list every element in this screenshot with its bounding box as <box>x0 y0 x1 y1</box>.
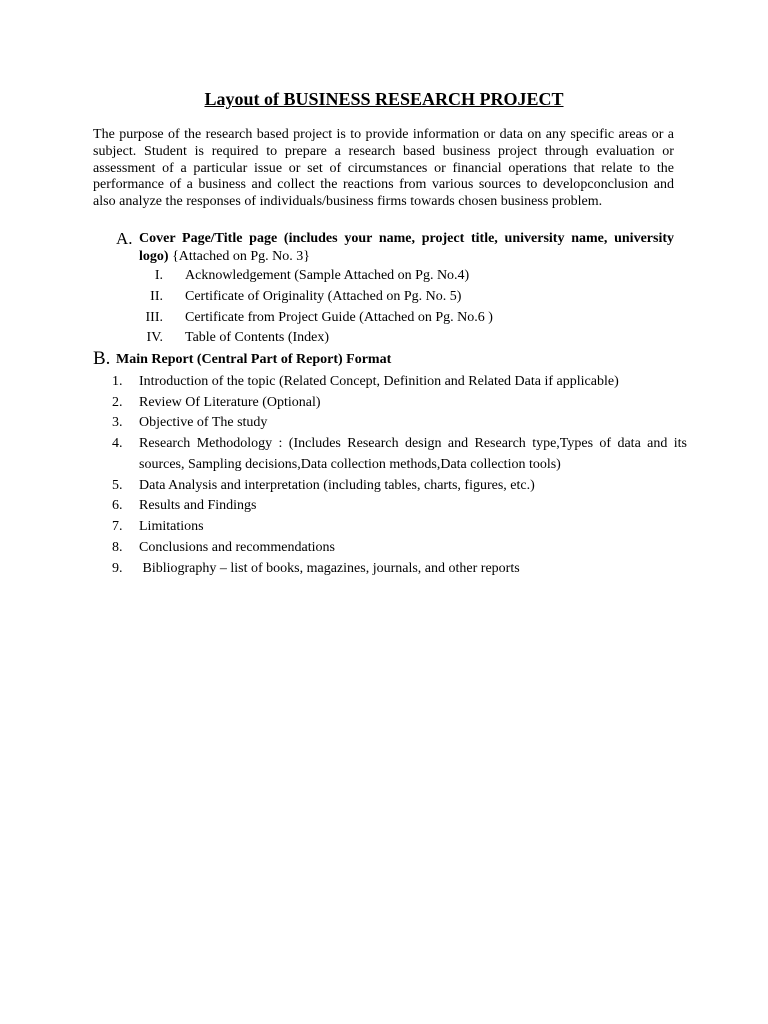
list-item-number: 1. <box>112 374 123 389</box>
list-item-number: 4. <box>112 436 123 451</box>
list-item-text: Review Of Literature (Optional) <box>139 395 321 410</box>
list-item-text: Introduction of the topic (Related Concept, Definition and Related Data if applicable) <box>139 374 619 389</box>
list-item-text: Table of Contents (Index) <box>185 330 330 345</box>
list-item-number: 7. <box>112 519 123 534</box>
list-item-number: 2. <box>112 395 123 410</box>
section-a-heading-tail: {Attached on Pg. No. 3} <box>168 249 310 264</box>
list-item-number: 9. <box>112 561 123 576</box>
list-item-number: 6. <box>112 498 123 513</box>
list-item-number: 5. <box>112 478 123 493</box>
list-item-text: Acknowledgement (Sample Attached on Pg. No.4) <box>185 268 470 283</box>
list-item-text: Conclusions and recommendations <box>139 540 335 555</box>
list-item-number: 3. <box>112 415 123 430</box>
list-item-number: III. <box>145 310 163 325</box>
list-item-text: Certificate of Originality (Attached on Pg. No. 5) <box>185 289 462 304</box>
section-a-letter: A. <box>116 229 133 248</box>
list-item-text: Objective of The study <box>139 415 268 430</box>
list-item-number: IV. <box>146 330 163 345</box>
list-item-text: Limitations <box>139 519 204 534</box>
list-item-text: Bibliography – list of books, magazines, journals, and other reports <box>139 561 520 576</box>
list-item-text: Research Methodology : (Includes Research design and Research type,Types of data and its sources, Sampling decisions,Data collection methods,Data collection tools) <box>139 436 687 472</box>
section-b-letter: B. <box>93 348 111 369</box>
list-item-text: Data Analysis and interpretation (including tables, charts, figures, etc.) <box>139 478 535 493</box>
list-item-number: I. <box>154 268 163 283</box>
section-b-heading: Main Report (Central Part of Report) Format <box>116 352 392 367</box>
list-item-number: II. <box>150 289 163 304</box>
section-a-heading-bold: Cover Page/Title page (includes your name, project title, university name, university logo) <box>139 231 674 264</box>
list-item-number: 8. <box>112 540 123 555</box>
section-a-heading <box>139 230 674 266</box>
intro-paragraph: The purpose of the research based project is to provide information or data on any specific areas or a subject. Student is required to prepare a research based business project through evaluation or assessment of a particular issue or set of circumstances or financial operations that relate to the performance of a business and collect the reactions from various sources to developconclusion and also analyze the responses of individuals/business firms towards chosen business problem. <box>93 127 674 210</box>
list-item-text: Results and Findings <box>139 498 257 513</box>
list-item-text: Certificate from Project Guide (Attached on Pg. No.6 ) <box>185 310 493 325</box>
page-title: Layout of BUSINESS RESEARCH PROJECT <box>204 89 564 109</box>
